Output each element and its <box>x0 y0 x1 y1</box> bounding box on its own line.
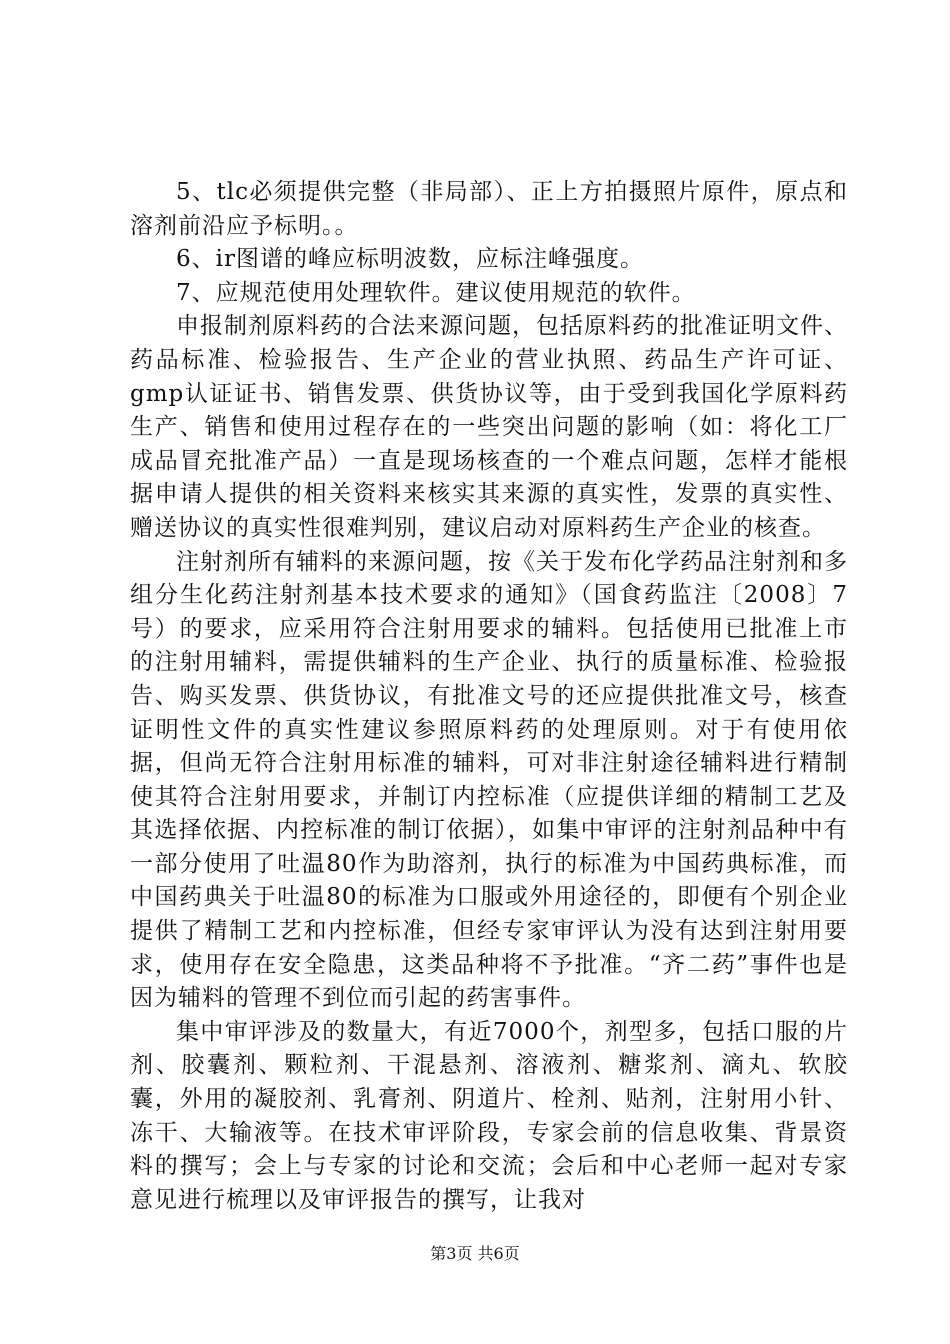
paragraph-centralized-review: 集中审评涉及的数量大，有近7000个，剂型多，包括口服的片剂、胶囊剂、颗粒剂、干混悬剂、溶液剂、糖浆剂、滴丸、软胶囊，外用的凝胶剂、乳膏剂、阴道片、栓剂、贴剂，注射用小针、冻干、大输液等。在技术审评阶段，专家会前的信息收集、背景资料的撰写；会上与专家的讨论和交流；会后和中心老师一起对专家意见进行梳理以及审评报告的撰写，让我对 <box>130 1018 848 1213</box>
paragraph-excipient-source: 注射剂所有辅料的来源问题，按《关于发布化学药品注射剂和多组分生化药注射剂基本技术要求的通知》（国食药监注〔2008〕7号）的要求，应采用符合注射用要求的辅料。包括使用已批准上市的注射用辅料，需提供辅料的生产企业、执行的质量标准、检验报告、购买发票、供货协议，有批准文号的还应提供批准文号，核查证明性文件的真实性建议参照原料药的处理原则。对于有使用依据，但尚无符合注射用标准的辅料，可对非注射途径辅料进行精制使其符合注射用要求，并制订内控标准（应提供详细的精制工艺及其选择依据、内控标准的制订依据），如集中审评的注射剂品种中有一部分使用了吐温80作为助溶剂，执行的标准为中国药典标准，而中国药典关于吐温80的标准为口服或外用途径的，即便有个别企业提供了精制工艺和内控标准，但经专家审评认为没有达到注射用要求，使用存在安全隐患，这类品种将不予批准。“齐二药”事件也是因为辅料的管理不到位而引起的药害事件。 <box>130 548 848 1012</box>
body-text <box>130 176 848 1217</box>
paragraph-tlc-requirement: 5、tlc必须提供完整（非局部）、正上方拍摄照片原件，原点和溶剂前沿应予标明。。 <box>130 179 848 239</box>
paragraph-api-source: 申报制剂原料药的合法来源问题，包括原料药的批准证明文件、药品标准、检验报告、生产企业的营业执照、药品生产许可证、gmp认证证书、销售发票、供货协议等，由于受到我国化学原料药生产、销售和使用过程存在的一些突出问题的影响（如：将化工厂成品冒充批准产品）一直是现场核查的一个难点问题，怎样才能根据申请人提供的相关资料来核实其来源的真实性，发票的真实性、赠送协议的真实性很难判别，建议启动对原料药生产企业的核查。 <box>130 313 848 541</box>
page-number-footer: 第3页 共6页 <box>430 1244 520 1263</box>
paragraph-software: 7、应规范使用处理软件。建议使用规范的软件。 <box>176 279 696 306</box>
paragraph-ir-spectrum: 6、ir图谱的峰应标明波数，应标注峰强度。 <box>176 246 644 273</box>
